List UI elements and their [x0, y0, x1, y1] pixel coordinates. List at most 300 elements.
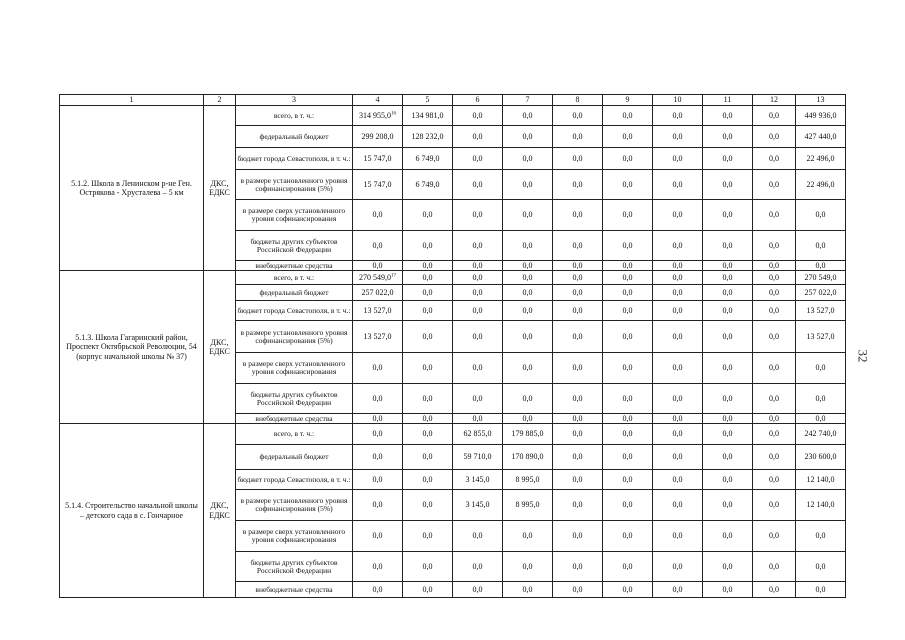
amount-value: 128 232,0: [411, 131, 444, 141]
amount-value: 0,0: [722, 584, 733, 594]
amount-cell: [703, 521, 753, 552]
column-number-row: [60, 95, 846, 106]
amount-value: 0,0: [672, 331, 683, 341]
amount-value: 242 740,0: [804, 429, 837, 438]
funding-source: в размере сверх установленного уровня софинансирования: [236, 521, 353, 552]
column-number: 11: [703, 95, 753, 106]
amount-value: 0,0: [572, 210, 583, 219]
column-number: 6: [453, 95, 503, 106]
amount-cell: [653, 470, 703, 490]
amount-cell: [703, 285, 753, 301]
amount-value: 0,0: [422, 452, 433, 461]
amount-value: 0,0: [672, 240, 683, 250]
amount-cell: [353, 106, 403, 126]
amount-cell: [403, 552, 453, 582]
amount-value: 0,0: [622, 287, 633, 297]
amount-cell: [403, 106, 453, 126]
amount-value: 0,0: [622, 131, 633, 141]
amount-cell: [703, 582, 753, 598]
amount-value: 0,0: [522, 413, 533, 423]
amount-value: 0,0: [472, 413, 483, 423]
amount-cell: [703, 470, 753, 490]
amount-value: 0,0: [722, 500, 733, 509]
amount-cell: [403, 521, 453, 552]
activity-name: 5.1.3. Школа Гагаринский район, Проспект Октябрьской Революции, 54 (корпус начальной школы № 37): [60, 271, 204, 424]
amount-cell: [353, 582, 403, 598]
amount-value: 0,0: [769, 210, 779, 219]
amount-value: 0,0: [622, 110, 633, 120]
amount-value: 12 140,0: [806, 474, 835, 484]
amount-value: 0,0: [722, 363, 733, 372]
amount-value: 8 995,0: [515, 500, 540, 509]
amount-value: 0,0: [622, 260, 633, 270]
amount-cell: [553, 353, 603, 384]
funding-source: в размере сверх установленного уровня софинансирования: [236, 200, 353, 231]
amount-cell: [603, 285, 653, 301]
amount-value: 0,0: [622, 393, 633, 403]
footnote-mark: 16: [391, 110, 396, 116]
amount-cell: [703, 321, 753, 353]
amount-cell: [653, 321, 703, 353]
amount-value: 15 747,0: [363, 153, 392, 163]
amount-value: 0,0: [622, 429, 633, 438]
amount-cell: [703, 170, 753, 200]
amount-value: 0,0: [372, 260, 383, 270]
amount-value: 0,0: [522, 531, 533, 540]
amount-value: 0,0: [769, 584, 779, 594]
amount-value: 0,0: [522, 287, 533, 297]
amount-value: 0,0: [522, 210, 533, 219]
amount-value: 0,0: [622, 240, 633, 250]
amount-cell: [796, 301, 846, 321]
amount-value: 0,0: [572, 240, 583, 250]
amount-cell: [403, 445, 453, 470]
amount-cell: [603, 106, 653, 126]
amount-value: 0,0: [522, 240, 533, 250]
amount-value: 0,0: [372, 393, 383, 403]
amount-cell: [703, 106, 753, 126]
footnote-mark: 17: [391, 272, 396, 278]
amount-cell: [603, 582, 653, 598]
amount-cell: [603, 170, 653, 200]
amount-cell: [796, 521, 846, 552]
amount-value: 0,0: [422, 531, 433, 540]
amount-value: 0,0: [722, 331, 733, 341]
amount-value: 0,0: [672, 305, 683, 315]
amount-cell: [603, 424, 653, 445]
amount-cell: [453, 445, 503, 470]
amount-value: 0,0: [522, 331, 533, 341]
amount-cell: [796, 470, 846, 490]
amount-cell: [403, 470, 453, 490]
amount-cell: [553, 424, 603, 445]
amount-cell: [796, 271, 846, 285]
amount-value: 179 885,0: [511, 429, 544, 438]
amount-cell: [653, 285, 703, 301]
amount-value: 0,0: [672, 287, 683, 297]
amount-value: 3 145,0: [465, 500, 490, 509]
amount-value: 0,0: [769, 260, 779, 270]
amount-cell: [653, 200, 703, 231]
amount-value: 0,0: [622, 179, 633, 189]
amount-value: 0,0: [769, 131, 779, 141]
amount-value: 0,0: [622, 210, 633, 219]
amount-cell: [653, 552, 703, 582]
amount-value: 0,0: [815, 413, 826, 423]
amount-value: 0,0: [769, 500, 779, 509]
amount-value: 0,0: [769, 272, 779, 282]
amount-value: 270 549,0: [804, 272, 837, 282]
column-number: 7: [503, 95, 553, 106]
amount-value: 170 890,0: [511, 452, 544, 461]
amount-value: 0,0: [572, 153, 583, 163]
amount-value: 12 140,0: [806, 500, 835, 509]
amount-cell: [703, 414, 753, 424]
amount-cell: [653, 490, 703, 521]
amount-cell: [503, 414, 553, 424]
executor: ДКС, ЕДКС: [204, 424, 236, 598]
amount-value: 0,0: [815, 584, 826, 594]
amount-cell: [603, 231, 653, 261]
amount-cell: [796, 321, 846, 353]
amount-value: 0,0: [622, 584, 633, 594]
amount-value: 0,0: [472, 153, 483, 163]
amount-cell: [453, 301, 503, 321]
amount-cell: [503, 490, 553, 521]
amount-value: 0,0: [472, 531, 483, 540]
amount-cell: [503, 106, 553, 126]
amount-cell: [753, 353, 796, 384]
amount-value: 0,0: [722, 474, 733, 484]
amount-value: 0,0: [672, 429, 683, 438]
amount-value: 0,0: [769, 110, 779, 120]
amount-cell: [703, 126, 753, 148]
amount-cell: [753, 301, 796, 321]
amount-value: 0,0: [472, 561, 483, 571]
amount-cell: [353, 285, 403, 301]
amount-cell: [453, 353, 503, 384]
column-number: 4: [353, 95, 403, 106]
amount-cell: [403, 414, 453, 424]
amount-value: 0,0: [622, 413, 633, 423]
amount-cell: [453, 271, 503, 285]
amount-value: 0,0: [572, 131, 583, 141]
amount-cell: [503, 321, 553, 353]
amount-value: 0,0: [769, 179, 779, 189]
amount-value: 0,0: [422, 260, 433, 270]
amount-cell: [653, 106, 703, 126]
amount-cell: [653, 148, 703, 170]
amount-value: 0,0: [722, 240, 733, 250]
amount-cell: [453, 582, 503, 598]
amount-value: 0,0: [572, 272, 583, 282]
amount-cell: [553, 261, 603, 271]
amount-value: 0,0: [422, 305, 433, 315]
amount-value: 59 710,0: [463, 452, 492, 461]
amount-value: 0,0: [522, 584, 533, 594]
amount-cell: [703, 490, 753, 521]
amount-cell: [703, 445, 753, 470]
amount-cell: [653, 582, 703, 598]
amount-cell: [353, 271, 403, 285]
amount-value: 0,0: [815, 210, 826, 219]
amount-cell: [503, 424, 553, 445]
amount-value: 0,0: [472, 584, 483, 594]
amount-value: 0,0: [722, 153, 733, 163]
amount-cell: [353, 384, 403, 414]
amount-cell: [403, 285, 453, 301]
amount-value: 0,0: [472, 305, 483, 315]
amount-value: 0,0: [815, 561, 826, 571]
amount-cell: [753, 106, 796, 126]
table-row: [60, 424, 846, 445]
amount-value: 0,0: [572, 500, 583, 509]
amount-value: 0,0: [472, 331, 483, 341]
amount-value: 0,0: [372, 500, 383, 509]
amount-value: 0,0: [572, 260, 583, 270]
amount-value: 0,0: [472, 287, 483, 297]
amount-cell: [353, 261, 403, 271]
amount-value: 0,0: [522, 260, 533, 270]
amount-value: 0,0: [769, 240, 779, 250]
amount-value: 22 496,0: [806, 153, 835, 163]
amount-cell: [503, 470, 553, 490]
amount-value: 3 145,0: [465, 474, 490, 484]
amount-cell: [603, 470, 653, 490]
amount-cell: [603, 261, 653, 271]
funding-source: внебюджетные средства: [236, 261, 353, 271]
amount-cell: [403, 424, 453, 445]
amount-cell: [403, 148, 453, 170]
amount-cell: [403, 490, 453, 521]
amount-value: 0,0: [522, 305, 533, 315]
column-number: 2: [204, 95, 236, 106]
amount-cell: [603, 490, 653, 521]
amount-cell: [553, 384, 603, 414]
amount-value: 22 496,0: [806, 179, 835, 189]
funding-source: бюджеты других субъектов Российской Федерации: [236, 384, 353, 414]
budget-table: [59, 94, 846, 598]
amount-cell: [753, 285, 796, 301]
amount-cell: [553, 285, 603, 301]
amount-value: 0,0: [769, 287, 779, 297]
amount-value: 0,0: [372, 210, 383, 219]
funding-source: федеральный бюджет: [236, 126, 353, 148]
amount-value: 0,0: [769, 305, 779, 315]
amount-cell: [503, 200, 553, 231]
amount-value: 0,0: [622, 305, 633, 315]
amount-cell: [753, 521, 796, 552]
amount-value: 0,0: [769, 474, 779, 484]
funding-source: бюджет города Севастополя, в т. ч.:: [236, 301, 353, 321]
amount-cell: [796, 353, 846, 384]
amount-cell: [403, 126, 453, 148]
amount-cell: [453, 384, 503, 414]
amount-cell: [403, 301, 453, 321]
amount-cell: [753, 148, 796, 170]
amount-cell: [503, 582, 553, 598]
amount-cell: [796, 384, 846, 414]
amount-cell: [353, 126, 403, 148]
amount-value: 257 022,0: [804, 287, 837, 297]
amount-cell: [603, 521, 653, 552]
amount-cell: [603, 321, 653, 353]
amount-cell: [653, 301, 703, 321]
amount-value: 0,0: [522, 153, 533, 163]
amount-value: 0,0: [672, 474, 683, 484]
amount-value: 0,0: [722, 305, 733, 315]
amount-value: 0,0: [622, 272, 633, 282]
amount-value: 0,0: [722, 210, 733, 219]
amount-cell: [603, 445, 653, 470]
amount-cell: [353, 321, 403, 353]
amount-value: 314 955,0: [359, 110, 391, 120]
amount-value: 0,0: [572, 179, 583, 189]
amount-cell: [503, 353, 553, 384]
amount-cell: [553, 301, 603, 321]
amount-cell: [403, 384, 453, 414]
amount-cell: [553, 582, 603, 598]
table-row: [60, 106, 846, 126]
amount-cell: [653, 424, 703, 445]
column-number: 8: [553, 95, 603, 106]
amount-value: 0,0: [522, 561, 533, 571]
amount-value: 257 022,0: [361, 287, 394, 297]
amount-value: 0,0: [722, 179, 733, 189]
amount-cell: [703, 353, 753, 384]
amount-value: 0,0: [422, 272, 433, 282]
amount-value: 0,0: [672, 260, 683, 270]
amount-value: 0,0: [372, 584, 383, 594]
amount-value: 0,0: [722, 110, 733, 120]
activity-name: 5.1.4. Строительство начальной школы – детского сада в с. Гончарное: [60, 424, 204, 598]
amount-value: 0,0: [769, 331, 779, 341]
amount-value: 0,0: [722, 429, 733, 438]
amount-value: 0,0: [672, 561, 683, 571]
amount-value: 0,0: [572, 474, 583, 484]
amount-value: 0,0: [572, 393, 583, 403]
amount-cell: [503, 301, 553, 321]
amount-value: 0,0: [472, 179, 483, 189]
amount-cell: [603, 148, 653, 170]
amount-value: 0,0: [622, 153, 633, 163]
amount-value: 0,0: [422, 287, 433, 297]
amount-cell: [353, 170, 403, 200]
amount-cell: [403, 200, 453, 231]
amount-value: 0,0: [472, 131, 483, 141]
amount-value: 0,0: [422, 561, 433, 571]
funding-source: внебюджетные средства: [236, 414, 353, 424]
funding-source: бюджеты других субъектов Российской Федерации: [236, 552, 353, 582]
amount-cell: [503, 271, 553, 285]
amount-value: 0,0: [722, 260, 733, 270]
amount-cell: [453, 285, 503, 301]
amount-value: 0,0: [672, 272, 683, 282]
amount-cell: [353, 490, 403, 521]
amount-cell: [553, 470, 603, 490]
amount-cell: [453, 106, 503, 126]
amount-value: 0,0: [622, 452, 633, 461]
amount-cell: [353, 353, 403, 384]
amount-cell: [453, 521, 503, 552]
amount-cell: [503, 384, 553, 414]
amount-cell: [353, 521, 403, 552]
amount-value: 13 527,0: [806, 331, 835, 341]
amount-value: 0,0: [815, 393, 826, 403]
amount-cell: [453, 231, 503, 261]
amount-value: 0,0: [472, 272, 483, 282]
amount-cell: [553, 445, 603, 470]
executor: ДКС, ЕДКС: [204, 106, 236, 271]
amount-value: 0,0: [472, 110, 483, 120]
amount-cell: [703, 552, 753, 582]
amount-value: 0,0: [572, 452, 583, 461]
amount-value: 0,0: [815, 240, 826, 250]
amount-value: 0,0: [722, 561, 733, 571]
amount-cell: [796, 126, 846, 148]
amount-value: 230 600,0: [804, 452, 837, 461]
amount-cell: [703, 148, 753, 170]
amount-cell: [703, 261, 753, 271]
amount-value: 0,0: [522, 363, 533, 372]
amount-value: 0,0: [672, 452, 683, 461]
amount-cell: [353, 470, 403, 490]
amount-cell: [353, 445, 403, 470]
amount-value: 0,0: [372, 474, 383, 484]
amount-cell: [653, 414, 703, 424]
amount-cell: [703, 424, 753, 445]
amount-cell: [553, 231, 603, 261]
amount-value: 0,0: [769, 393, 779, 403]
funding-source: в размере сверх установленного уровня софинансирования: [236, 353, 353, 384]
amount-cell: [453, 321, 503, 353]
amount-value: 0,0: [672, 179, 683, 189]
amount-value: 449 936,0: [804, 110, 837, 120]
amount-value: 0,0: [722, 287, 733, 297]
column-number: 1: [60, 95, 204, 106]
amount-value: 62 855,0: [463, 429, 492, 438]
amount-cell: [603, 271, 653, 285]
amount-cell: [753, 490, 796, 521]
amount-value: 427 440,0: [804, 131, 837, 141]
amount-cell: [553, 126, 603, 148]
funding-source: федеральный бюджет: [236, 445, 353, 470]
amount-cell: [753, 170, 796, 200]
amount-cell: [796, 200, 846, 231]
amount-cell: [553, 271, 603, 285]
amount-cell: [703, 384, 753, 414]
amount-value: 0,0: [815, 531, 826, 540]
amount-cell: [753, 470, 796, 490]
amount-value: 0,0: [572, 305, 583, 315]
amount-value: 0,0: [672, 110, 683, 120]
amount-value: 0,0: [472, 363, 483, 372]
amount-cell: [703, 200, 753, 231]
amount-value: 0,0: [769, 531, 779, 540]
amount-cell: [653, 353, 703, 384]
amount-cell: [603, 200, 653, 231]
amount-cell: [353, 424, 403, 445]
amount-value: 0,0: [422, 429, 433, 438]
column-number: 3: [236, 95, 353, 106]
amount-cell: [753, 582, 796, 598]
amount-cell: [503, 148, 553, 170]
amount-cell: [796, 170, 846, 200]
amount-cell: [796, 148, 846, 170]
executor: ДКС, ЕДКС: [204, 271, 236, 424]
amount-cell: [753, 445, 796, 470]
amount-value: 0,0: [722, 531, 733, 540]
